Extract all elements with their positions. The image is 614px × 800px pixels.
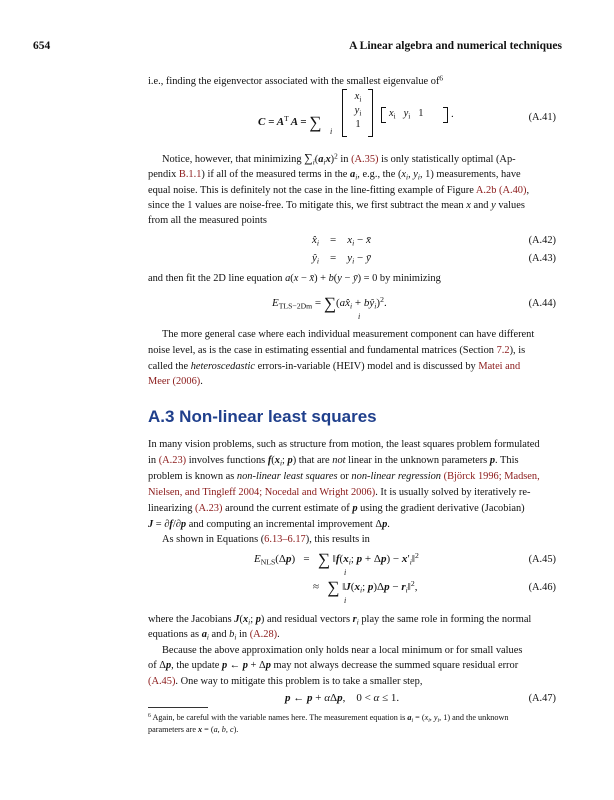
equation-number: (A.42) bbox=[528, 235, 556, 246]
para5-line1: Because the above approximation only holds near a local minimum or for small values bbox=[162, 645, 523, 656]
para4-line1: where the Jacobians $J(x_i$; p) and residual vectors $r_i$ play the same role in forming the normal bbox=[148, 614, 532, 627]
para1-line5: from all the measured points bbox=[148, 215, 267, 226]
equation-number: (A.43) bbox=[528, 253, 556, 264]
equation-number: (A.41) bbox=[528, 112, 556, 123]
para2-line3: called the heteroscedastic errors-in-variable (HEIV) model and is discussed by Matei and bbox=[148, 361, 521, 372]
para5-line3: (A.45). One way to mitigate this problem is to take a smaller step, bbox=[148, 676, 423, 687]
para1-line2: pendix B.1.1) if all of the measured terms in the $a_i$, e.g., the ($x_i$, $y_i$, 1) measurements, have bbox=[148, 169, 521, 182]
footnote-mark: 6 bbox=[439, 74, 444, 83]
equation-number: (A.45) bbox=[528, 554, 556, 565]
para1-line4: since the 1 values are noise-free. To mitigate this, we first subtract the mean x and y values bbox=[148, 200, 525, 211]
para3-line5: linearizing (A.23) around the current estimate of p using the gradient derivative (Jacobian) bbox=[148, 503, 525, 514]
section-title: A.3 Non-linear least squares bbox=[148, 407, 377, 426]
equation-number: (A.44) bbox=[528, 298, 556, 309]
para3-line3: problem is known as non-linear least squares or non-linear regression (Björck 1996; Madsen, bbox=[148, 471, 540, 482]
running-title: A Linear algebra and numerical techniques bbox=[349, 40, 562, 52]
line-fit-text: and then fit the 2D line equation a(x − x̄) + b(y − ȳ) = 0 by minimizing bbox=[148, 273, 441, 284]
para3-line2: in (A.23) involves functions $f(x_i$; p) that are not linear in the unknown parameters p. This bbox=[148, 455, 519, 468]
para2-line2: noise level, as is the case in estimating essential and fundamental matrices (Section 7.2), is bbox=[148, 345, 526, 356]
footnote-line1: $^6$ Again, be careful with the variable names here. The measurement equation is $a_i = (x_i$, $y_i$, 1) and the unknown bbox=[148, 713, 509, 724]
para2-line1: The more general case where each individual measurement component can have different bbox=[162, 329, 535, 340]
intro-line: i.e., finding the eigenvector associated with the smallest eigenvalue $of^6$ bbox=[148, 74, 444, 87]
footnote-rule bbox=[148, 707, 208, 708]
para1-line3: equal noise. This is definitely not the case in the line-fitting example of Figure A.2b (A.40), bbox=[148, 185, 530, 196]
para3-line1: In many vision problems, such as structure from motion, the least squares problem formulated bbox=[148, 439, 540, 450]
para3-line7: As shown in Equations (6.13–6.17), this results in bbox=[162, 534, 370, 545]
para5-line2: of Δp, the update p ← p + Δp may not always decrease the summed square residual error bbox=[148, 660, 519, 671]
para3-line6: J = ∂f/∂p and computing an incremental improvement Δp. bbox=[148, 519, 390, 530]
para3-line4: Nielsen, and Tingleff 2004; Nocedal and Wright 2006). It is usually solved by iteratively re- bbox=[148, 487, 531, 498]
para1-line1: Notice, however, that minimizing $\sum_i(a_ix)^2$ in (A.35) is only statistically optimal (Ap- bbox=[162, 151, 516, 167]
equation-number: (A.47) bbox=[528, 693, 556, 704]
page-number: 654 bbox=[33, 40, 51, 52]
equation-number: (A.46) bbox=[528, 582, 556, 593]
footnote-line2: parameters are x = (a, b, c). bbox=[148, 725, 239, 734]
para4-line2: equations as $a_i$ and $b_i$ in (A.28). bbox=[148, 629, 280, 642]
para2-line4: Meer (2006). bbox=[148, 376, 203, 387]
